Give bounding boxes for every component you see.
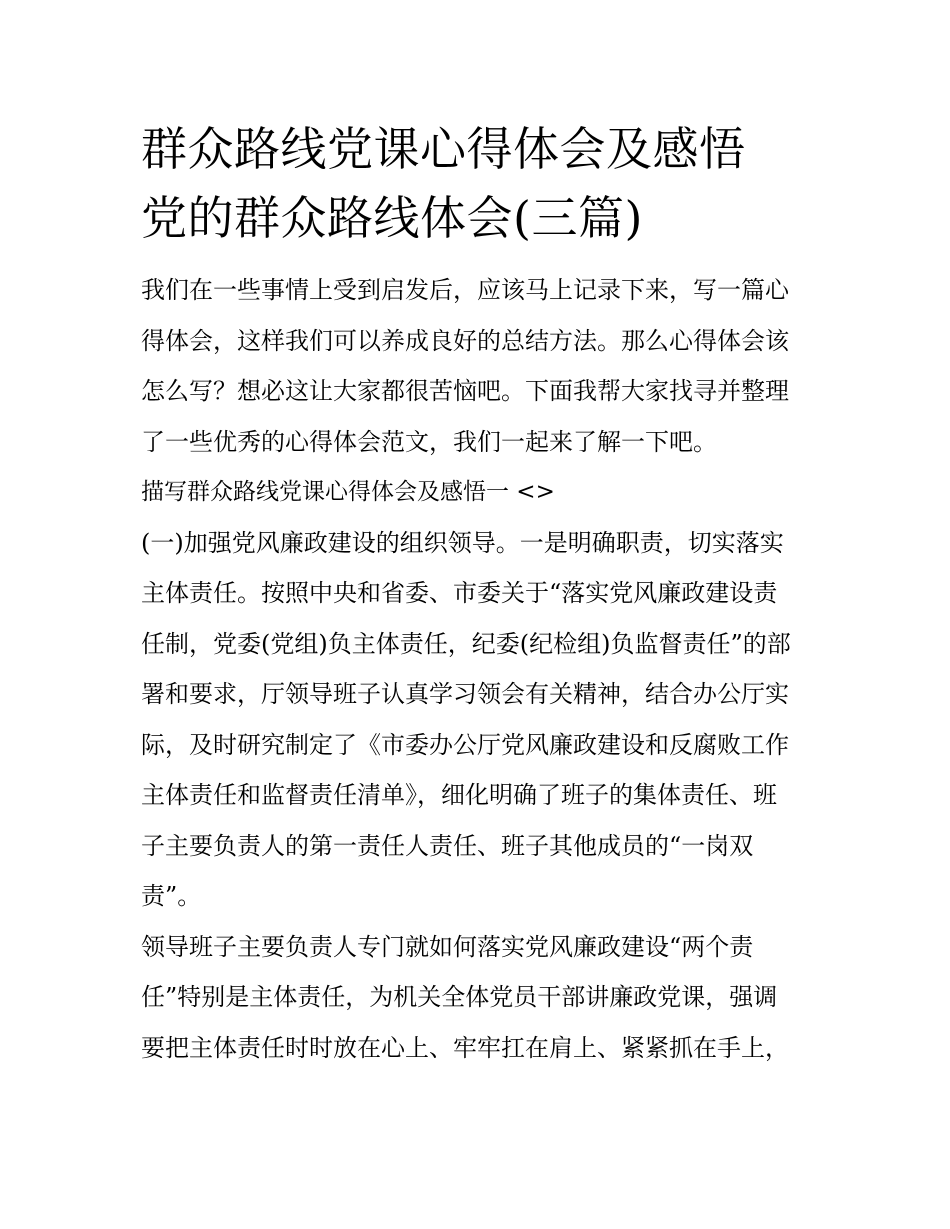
intro-line-1: 我们在一些事情上受到启发后，应该马上记录下来，写一篇心 xyxy=(141,276,789,304)
section-line-3: 任制，党委(党组)负主体责任，纪委(纪检组)负监督责任”的部 xyxy=(141,629,791,658)
section-line-4: 署和要求，厅领导班子认真学习领会有关精神，结合办公厅实 xyxy=(141,680,789,708)
intro-line-4: 了一些优秀的心得体会范文，我们一起来了解一下吧。 xyxy=(141,427,717,456)
section-heading: 描写群众路线党课心得体会及感悟一 <> xyxy=(141,479,555,505)
section-line-5: 际，及时研究制定了《市委办公厅党风廉政建设和反腐败工作 xyxy=(141,730,789,759)
intro-paragraph xyxy=(141,265,813,467)
final-line-2: 任”特别是主体责任，为机关全体党员干部讲廉政党课，强调 xyxy=(141,983,778,1011)
final-line-1: 领导班子主要负责人专门就如何落实党风廉政建设“两个责 xyxy=(141,932,754,961)
intro-line-2: 得体会，这样我们可以养成良好的总结方法。那么心得体会该 xyxy=(141,326,789,355)
final-paragraph xyxy=(141,922,813,1074)
section-line-2: 主体责任。按照中央和省委、市委关于“落实党风廉政建设责 xyxy=(141,579,778,607)
document-body xyxy=(141,115,813,1073)
section-paragraph xyxy=(141,518,813,922)
title-line-2: 党的群众路线体会(三篇) xyxy=(141,191,643,245)
document-title xyxy=(141,115,813,253)
section-line-7: 子主要负责人的第一责任人责任、班子其他成员的“一岗双 xyxy=(141,831,754,860)
final-line-3: 要把主体责任时时放在心上、牢牢扛在肩上、紧紧抓在手上， xyxy=(141,1033,789,1062)
intro-line-3: 怎么写？想必这让大家都很苦恼吧。下面我帮大家找寻并整理 xyxy=(141,377,789,405)
title-line-1: 群众路线党课心得体会及感悟 xyxy=(141,122,746,176)
section-line-1: (一)加强党风廉政建设的组织领导。一是明确职责，切实落实 xyxy=(141,528,784,557)
section-line-8: 责”。 xyxy=(141,882,202,910)
section-line-6: 主体责任和监督责任清单》，细化明确了班子的集体责任、班 xyxy=(141,781,777,809)
